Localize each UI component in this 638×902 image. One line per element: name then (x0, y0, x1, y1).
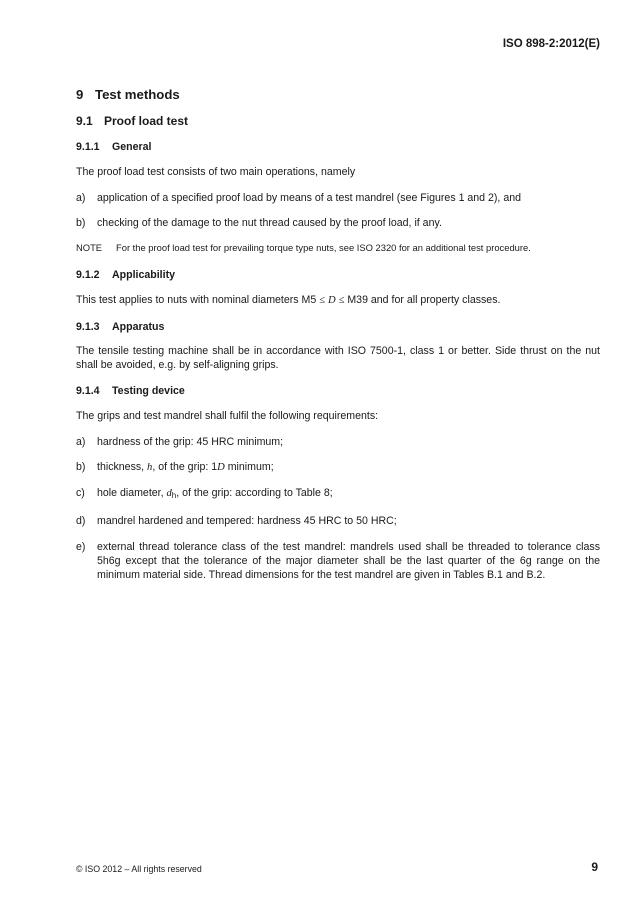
text-run: minimum; (224, 461, 274, 474)
list-item (76, 216, 600, 230)
page-number: 9 (591, 860, 598, 874)
math-variable: D (217, 462, 225, 474)
list-text: external thread tolerance class of the test mandrel: mandrels used shall be threaded to tolerance class 5h6g except that the tolerance of the major diameter shall be the last quarter of the 6g range on the minimum material side. Thread dimensions for the test mandrel are given in Tables B.1 and B.2. (97, 540, 600, 582)
list-label: e) (76, 540, 86, 553)
section-number: 9.1.3 (76, 320, 100, 333)
list-item (76, 435, 600, 449)
heading-section-9-1-4 (76, 384, 600, 398)
heading-section-9-1-1 (76, 140, 600, 154)
section-number: 9.1.4 (76, 385, 100, 398)
list-text: checking of the damage to the nut thread caused by the proof load, if any. (97, 217, 442, 230)
section-title: General (112, 141, 152, 154)
math-variable: h (147, 462, 153, 474)
list-label: c) (76, 487, 85, 500)
list-item (76, 460, 600, 475)
text-run: This test applies to nuts with nominal diameters M5 (76, 293, 320, 306)
section-title: Proof load test (104, 114, 189, 129)
note-text: For the proof load test for prevailing torque type nuts, see ISO 2320 for an additional test procedure. (116, 242, 531, 254)
list-item (76, 191, 600, 205)
note (76, 241, 600, 255)
section-number: 9.1.2 (76, 269, 100, 282)
math-symbol: ≤ (338, 294, 345, 306)
testing-device-intro: The grips and test mandrel shall fulfil the following requirements: (76, 409, 379, 422)
list-item (76, 540, 600, 583)
list-text: hardness of the grip: 45 HRC minimum; (97, 435, 284, 448)
page-content (76, 88, 600, 593)
list-label: a) (76, 435, 86, 448)
list-text: application of a specified proof load by means of a test mandrel (see Figures 1 and 2), and (97, 191, 521, 204)
text-run: , of the grip: according to Table 8; (176, 487, 333, 500)
heading-section-9-1-3 (76, 320, 600, 334)
section-title: Testing device (112, 385, 185, 398)
apparatus-paragraph: The tensile testing machine shall be in accordance with ISO 7500-1, class 1 or better. Side thrust on the nut shall be avoided, e.g. by self-aligning grips. (76, 345, 600, 372)
list-label: d) (76, 515, 86, 528)
section-number: 9.1.1 (76, 141, 100, 154)
math-subscript: h (171, 491, 177, 501)
document-identifier: ISO 898-2:2012(E) (502, 38, 600, 50)
math-variable: D (327, 294, 336, 306)
section-title: Test methods (95, 87, 180, 102)
text-run: thickness, (97, 461, 148, 474)
copyright-notice: © ISO 2012 – All rights reserved (76, 864, 202, 874)
applicability-paragraph (76, 293, 600, 308)
list-label: a) (76, 191, 86, 204)
math-variable: d (166, 488, 172, 500)
heading-section-9-1-2 (76, 268, 600, 282)
section-title: Apparatus (112, 320, 165, 333)
list-text: mandrel hardened and tempered: hardness 45 HRC to 50 HRC; (97, 515, 397, 528)
section-number: 9 (76, 87, 84, 102)
heading-section-9 (76, 88, 600, 102)
math-symbol: ≤ (319, 294, 326, 306)
general-intro-paragraph: The proof load test consists of two main operations, namely (76, 165, 356, 178)
list-label: b) (76, 461, 86, 474)
list-text (97, 460, 600, 475)
text-run: hole diameter, (97, 487, 167, 500)
list-item (76, 514, 600, 528)
text-run: M39 and for all property classes. (344, 293, 501, 306)
note-label: NOTE (76, 242, 103, 254)
section-number: 9.1 (76, 114, 93, 129)
section-title: Applicability (112, 269, 175, 282)
list-text (97, 486, 600, 503)
list-label: b) (76, 217, 86, 230)
list-item (76, 486, 600, 503)
text-run: , of the grip: 1 (152, 461, 218, 474)
heading-section-9-1 (76, 114, 600, 128)
